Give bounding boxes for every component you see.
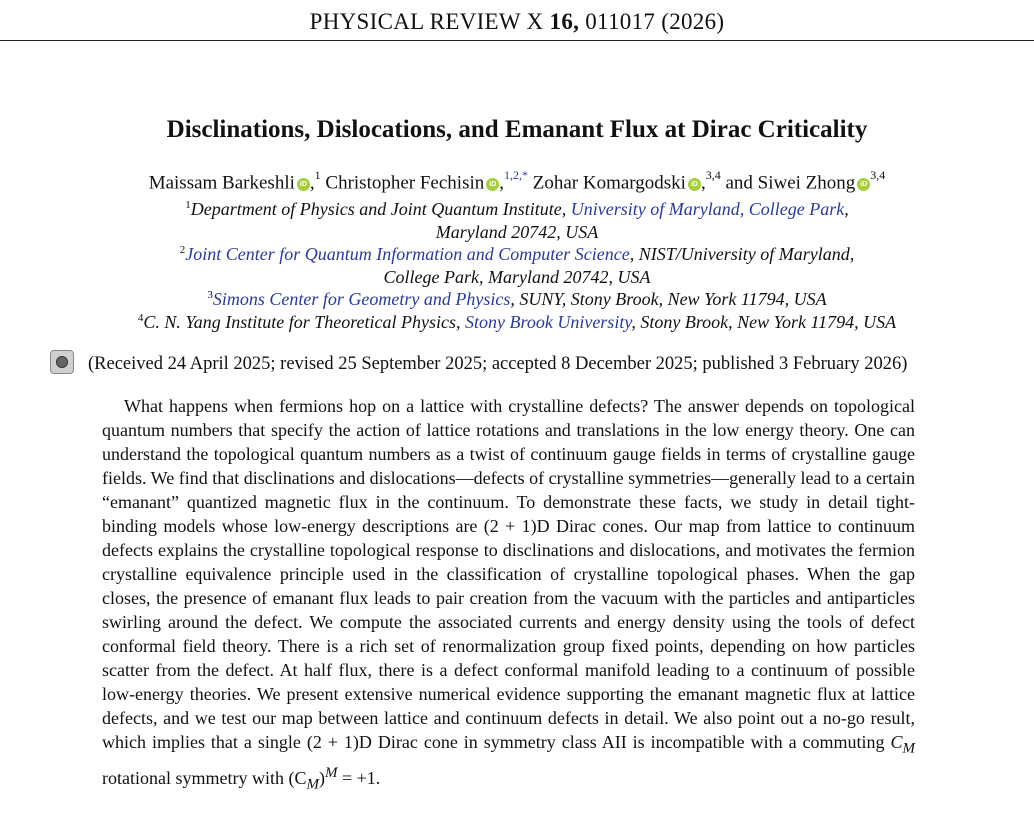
- affiliation-link[interactable]: Stony Brook University: [465, 312, 632, 332]
- author-name[interactable]: Siwei Zhong: [757, 172, 856, 194]
- affiliation-link[interactable]: Simons Center for Geometry and Physics: [212, 289, 511, 309]
- affiliation-text: ,: [844, 199, 849, 219]
- affiliation-link[interactable]: University of Maryland, College Park: [570, 199, 845, 219]
- affiliation-link[interactable]: Joint Center for Quantum Information and Computer Science: [185, 244, 630, 264]
- affiliation-number: 1: [185, 199, 191, 211]
- affiliation-2: [0, 244, 1034, 265]
- author-name[interactable]: Christopher Fechisin: [325, 172, 485, 194]
- author-affiliation-marker: 1: [314, 168, 321, 182]
- math-symbol: (C: [288, 767, 307, 788]
- orcid-icon[interactable]: iD: [857, 178, 870, 191]
- affiliation-text: , SUNY, Stony Brook, New York 11794, USA: [510, 289, 827, 309]
- author-conjunction: and: [725, 172, 753, 194]
- math-dimension: (2 + 1)D: [306, 732, 372, 752]
- article-number: 011017 (2026): [585, 9, 725, 34]
- math-dimension: (2 + 1)D: [483, 516, 550, 536]
- affiliation-text: Department of Physics and Joint Quantum Institute,: [190, 199, 571, 219]
- journal-volume: 16,: [549, 9, 580, 34]
- affiliation-number: 3: [207, 289, 213, 301]
- affiliation-1: [0, 199, 1034, 220]
- affiliation-text: C. N. Yang Institute for Theoretical Physics,: [143, 312, 466, 332]
- orcid-icon[interactable]: iD: [297, 178, 310, 191]
- affiliation-2-line2: College Park, Maryland 20742, USA: [383, 267, 651, 287]
- abstract-text: What happens when fermions hop on a lattice with crystalline defects? The answer depends on topological quantum numbers that specify the action of lattice rotations and translations in the low energy theory. One can understand the topological quantum numbers as a twist of continuum gauge fields in terms of crystalline gauge fields. We find that disclinations and dislocations—defects of crystalline symmetries—generally lead to a certain “emanant” quantized magnetic flux in the continuum. To demonstrate these facts, we study in detail tight-binding models whose low-energy descriptions are: [102, 396, 915, 536]
- affiliation-1-line2: Maryland 20742, USA: [435, 222, 599, 242]
- author-separator: ,: [700, 172, 706, 194]
- author-list: [0, 170, 1034, 194]
- abstract-text: Dirac cone in symmetry class AII is incompatible with a commuting: [371, 732, 891, 752]
- affiliation-text: , Stony Brook, New York 11794, USA: [631, 312, 897, 332]
- orcid-icon[interactable]: iD: [688, 178, 701, 191]
- orcid-icon[interactable]: iD: [486, 178, 499, 191]
- affiliation-number: 4: [137, 312, 144, 324]
- math-subscript: M: [902, 740, 916, 757]
- math-subscript: M: [306, 776, 319, 793]
- abstract: [102, 394, 915, 796]
- affiliation-3: [0, 289, 1034, 310]
- author-name[interactable]: Zohar Komargodski: [532, 172, 686, 194]
- affiliation-number: 2: [179, 244, 186, 256]
- paper-title: Disclinations, Dislocations, and Emanant Flux at Dirac Criticality: [166, 116, 868, 143]
- affiliation-text: , NIST/University of Maryland,: [629, 244, 855, 264]
- math-symbol: ): [318, 767, 325, 788]
- author-affiliation-marker: 3,4: [705, 168, 721, 182]
- abstract-text: Dirac cones. Our map from lattice to continuum defects explains the crystalline topological response to disclinations and dislocations, and motivates the fermion crystalline equivalence principle used in the classification of crystalline topological phases. When the gap closes, the presence of emanant flux leads to pair creation from the vacuum with the particles and antiparticles swirling around the defect. We compute the associated currents and energy density using the tools of defect conformal field theory. There is a rich set of renormalization group fixed points, depending on how particles scatter from the defect. At half flux, there is a defect conformal manifold leading to a continuum of possible low-energy theories. We present extensive numerical evidence supporting the emanant magnetic flux at lattice defects, and we test our map between lattice and continuum defects in detail. We also point out a no-go result, which implies that a single: [102, 516, 915, 752]
- author-separator: ,: [309, 172, 315, 194]
- math-superscript: M: [324, 764, 338, 781]
- crossmark-icon[interactable]: [50, 350, 74, 374]
- author-affiliation-marker: 3,4: [870, 168, 886, 182]
- author-separator: ,: [499, 172, 504, 194]
- received-text: (Received 24 April 2025; revised 25 September 2025; accepted 8 December 2025; published 3 February 2026): [88, 354, 908, 374]
- journal-name: PHYSICAL REVIEW X: [309, 9, 544, 34]
- math-expression: [288, 764, 381, 793]
- author-name[interactable]: Maissam Barkeshli: [148, 172, 295, 194]
- journal-header: [0, 0, 1034, 41]
- math-symbol: = +1.: [337, 767, 381, 788]
- abstract-text: rotational symmetry with: [102, 767, 289, 788]
- received-dates: [50, 350, 1010, 375]
- math-symbol: C: [890, 732, 903, 752]
- affiliation-4: [0, 312, 1034, 333]
- author-affiliation-marker[interactable]: 1,2,*: [504, 168, 528, 182]
